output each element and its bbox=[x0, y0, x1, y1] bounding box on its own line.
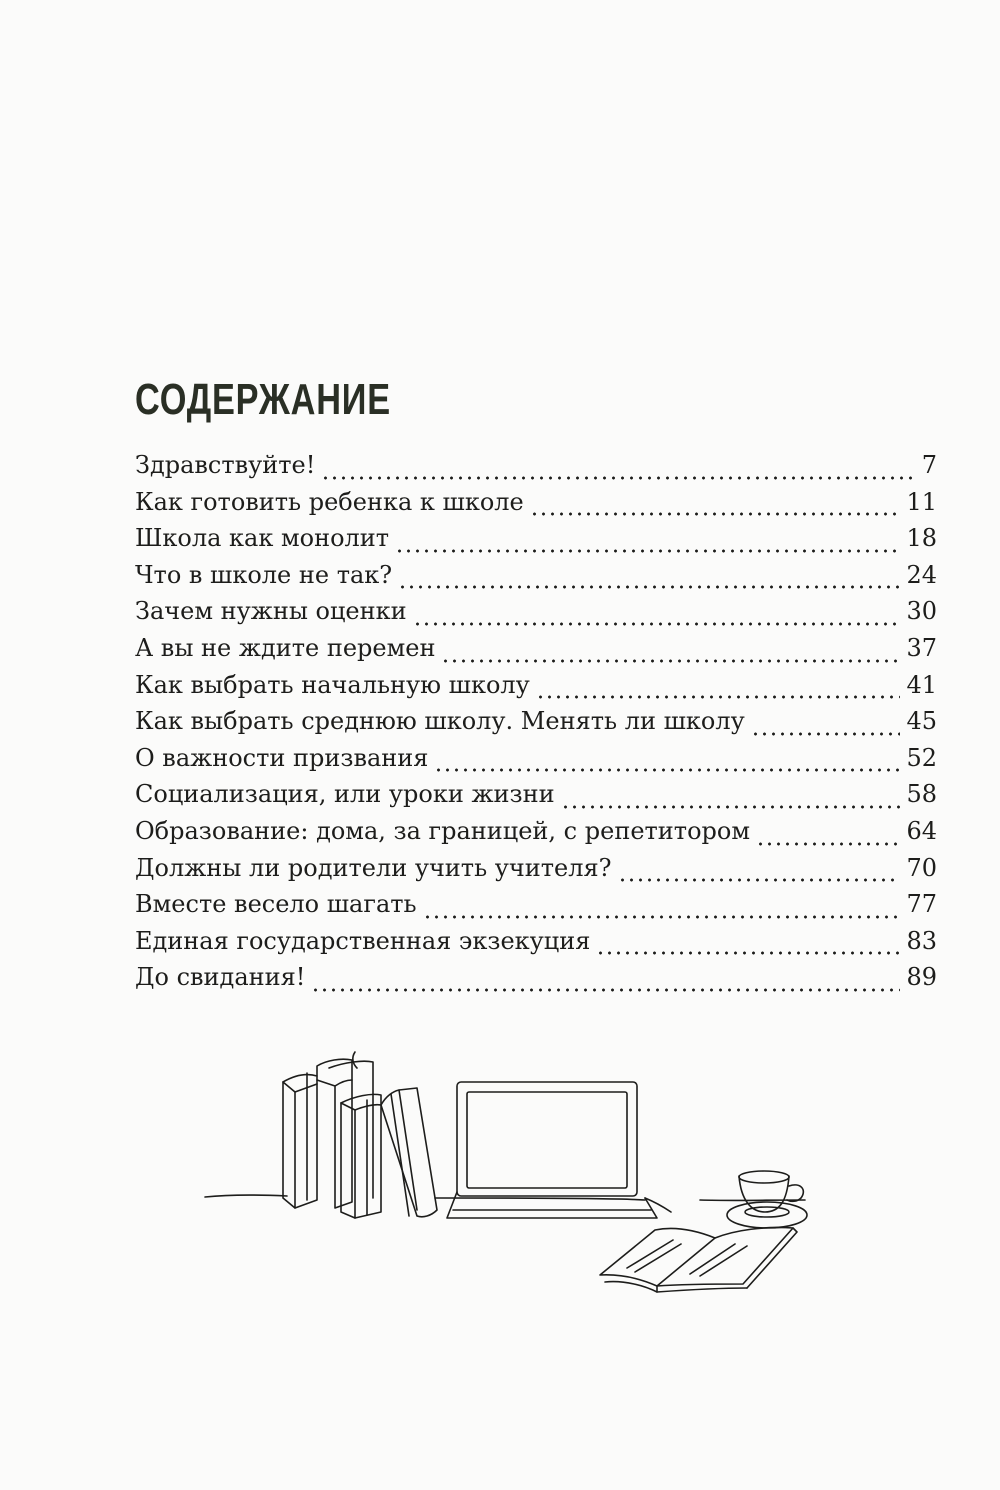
dot-leader bbox=[434, 767, 900, 773]
dot-leader bbox=[530, 511, 901, 517]
dot-leader bbox=[321, 475, 915, 481]
toc-entry bbox=[135, 451, 937, 488]
toc-entry bbox=[135, 561, 937, 598]
toc-entry bbox=[135, 488, 937, 525]
dot-leader bbox=[596, 950, 900, 956]
toc-page-number: 45 bbox=[906, 707, 937, 736]
toc-entry-title: До свидания! bbox=[135, 963, 306, 992]
dot-leader bbox=[423, 914, 901, 920]
toc-entry bbox=[135, 634, 937, 671]
toc-page-number: 70 bbox=[906, 853, 937, 882]
table-of-contents bbox=[135, 451, 937, 1000]
toc-entry-title: Социализация, или уроки жизни bbox=[135, 780, 555, 809]
dot-leader bbox=[398, 584, 900, 590]
toc-page-number: 37 bbox=[906, 633, 937, 662]
toc-entry-title: О важности призвания bbox=[135, 743, 429, 772]
toc-entry bbox=[135, 963, 937, 1000]
toc-entry-title: Должны ли родители учить учителя? bbox=[135, 853, 612, 882]
toc-entry bbox=[135, 817, 937, 854]
toc-page-number: 7 bbox=[921, 451, 937, 479]
toc-page-number: 24 bbox=[906, 560, 937, 589]
toc-entry-title: Как выбрать среднюю школу. Менять ли школу bbox=[135, 707, 745, 736]
dot-leader bbox=[561, 804, 901, 810]
desk-illustration-icon bbox=[195, 1040, 825, 1310]
toc-entry-title: Что в школе не так? bbox=[135, 560, 393, 589]
dot-leader bbox=[618, 877, 901, 883]
toc-entry-title: Как готовить ребенка к школе bbox=[135, 487, 524, 516]
toc-entry-title: Вместе весело шагать bbox=[135, 890, 417, 919]
toc-entry-title: Школа как монолит bbox=[135, 524, 390, 553]
open-book-icon bbox=[600, 1227, 797, 1292]
toc-entry bbox=[135, 780, 937, 817]
toc-entry bbox=[135, 707, 937, 744]
toc-entry-title: А вы не ждите перемен bbox=[135, 633, 436, 662]
toc-entry-title: Здравствуйте! bbox=[135, 451, 316, 479]
toc-entry bbox=[135, 597, 937, 634]
toc-entry-title: Как выбрать начальную школу bbox=[135, 670, 530, 699]
toc-entry-title: Зачем нужны оценки bbox=[135, 597, 407, 626]
toc-page-number: 58 bbox=[906, 780, 937, 809]
toc-page-number: 41 bbox=[906, 670, 937, 699]
toc-page-number: 30 bbox=[906, 597, 937, 626]
dot-leader bbox=[395, 548, 900, 554]
dot-leader bbox=[441, 658, 900, 664]
toc-entry bbox=[135, 890, 937, 927]
dot-leader bbox=[536, 694, 901, 700]
toc-entry-title: Образование: дома, за границей, с репетитором bbox=[135, 816, 750, 845]
toc-entry bbox=[135, 744, 937, 781]
dot-leader bbox=[413, 621, 901, 627]
toc-page-number: 64 bbox=[906, 816, 937, 845]
books-icon bbox=[283, 1052, 437, 1218]
toc-page-number: 77 bbox=[906, 890, 937, 919]
toc-page-number: 89 bbox=[906, 963, 937, 992]
toc-entry bbox=[135, 854, 937, 891]
dot-leader bbox=[756, 841, 900, 847]
toc-page-number: 18 bbox=[906, 524, 937, 553]
toc-entry bbox=[135, 524, 937, 561]
dot-leader bbox=[311, 987, 900, 993]
toc-page-number: 83 bbox=[906, 926, 937, 955]
toc-entry-title: Единая государственная экзекуция bbox=[135, 926, 591, 955]
toc-entry bbox=[135, 927, 937, 964]
dot-leader bbox=[751, 731, 901, 737]
toc-page-number: 52 bbox=[906, 743, 937, 772]
page-title: СОДЕРЖАНИЕ bbox=[135, 375, 391, 424]
toc-entry bbox=[135, 671, 937, 708]
toc-page-number: 11 bbox=[906, 487, 937, 516]
